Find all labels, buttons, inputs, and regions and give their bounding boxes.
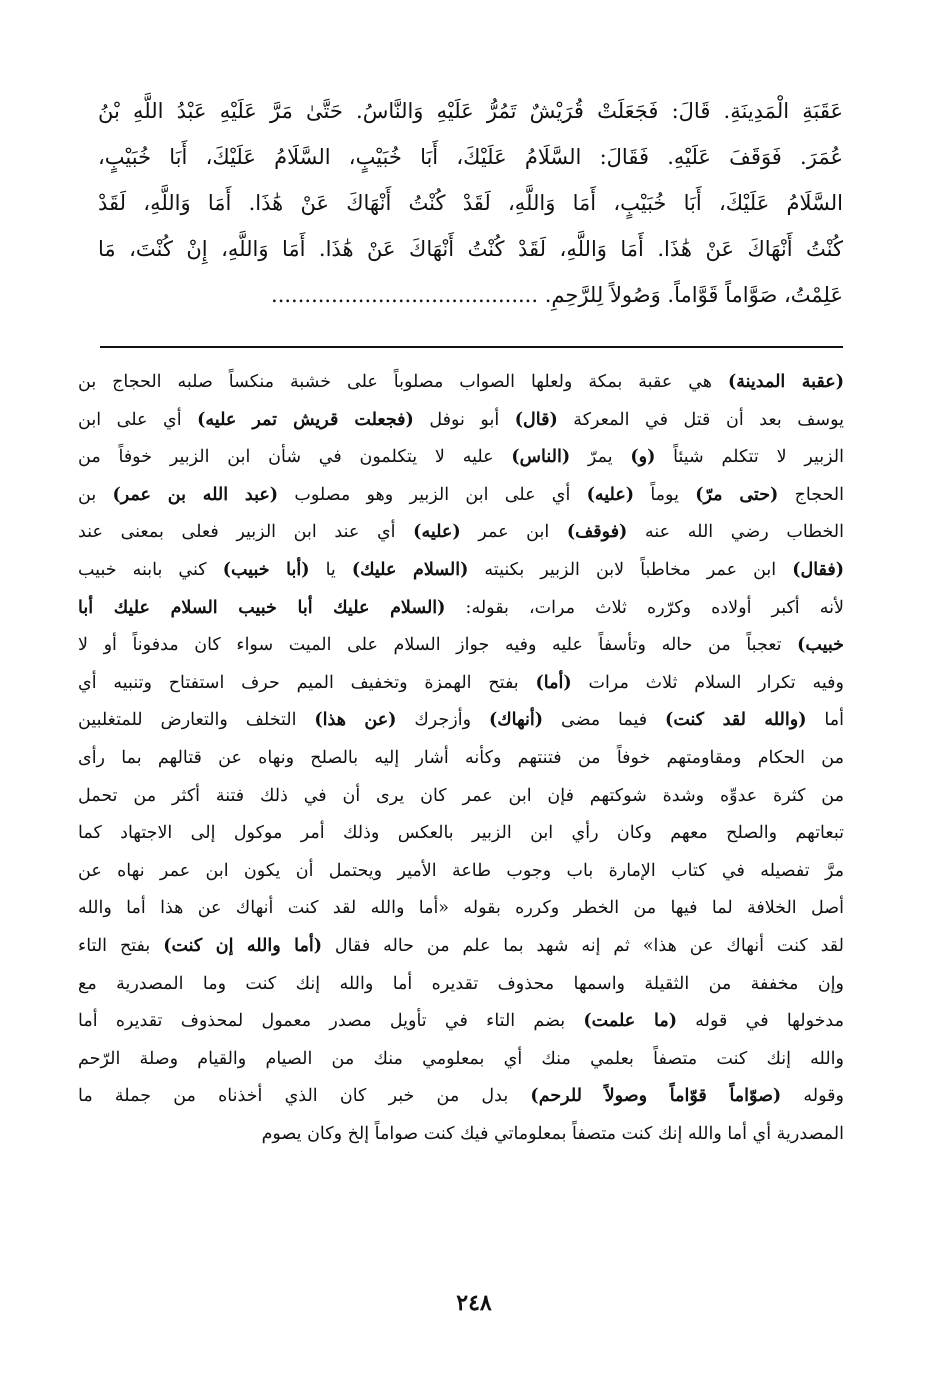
commentary-segment: بدل من خبر كان الذي أخذناه من جملة ما [78,1086,531,1107]
commentary-segment: من الحكام ومقاومتهم خوفاً من فتنتهم وكأنه أشار إليه بالصلح ونهاه عن قتالهم بما رأى [78,747,844,768]
commentary-segment: يوسف بعد أن قتل في المعركة [557,409,844,430]
commentary-segment: التخلف والتعارض للمتغلبين [78,710,315,731]
commentary-segment: يمرّ [570,447,631,468]
commentary-line [78,1041,844,1079]
hadith-line: عَلِمْتُ، صَوَّاماً قَوَّاماً. وَصُولاً لِلرَّحِمِ. ........................................ [271,283,843,307]
commentary-line [78,1078,844,1116]
quoted-term: (السلام عليك أبا خبيب السلام عليك أبا [78,597,446,618]
commentary-segment: بن [78,484,113,505]
commentary-segment: أصل الخلافة لما فيها من الخطر وكرره بقوله «أما والله لقد كنت أنهاك عن هذا أما والله [78,898,844,919]
commentary-segment: أي عند ابن الزبير فعلى بمعنى عند [78,522,414,543]
quoted-term: (عليه) [413,522,461,543]
commentary-segment: تبعاتهم والصلح معهم وكان رأي ابن الزبير بالعكس وذلك أمر موكول إلى الاجتهاد كما [78,823,844,844]
quoted-term: (و) [630,447,656,468]
quoted-term: (أبا خبيب) [222,559,310,580]
quoted-term: (عن هذا) [314,710,397,731]
commentary-segment: المصدرية أي أما والله إنك كنت متصفاً بمعلوماتي فيك كنت صواماً إلخ وكان يصوم [261,1123,844,1144]
commentary-segment: عليه لا يتكلمون في شأن ابن الزبير خوفاً من [78,447,512,468]
quoted-term: (عقبة المدينة) [727,372,844,392]
quoted-term: (أما والله إن كنت) [163,935,322,956]
commentary-segment: الحجاج [778,484,844,505]
commentary-line [78,514,844,552]
commentary-segment: ابن عمر [460,522,567,543]
commentary-segment: وفيه تكرار السلام ثلاث مرات [571,672,844,693]
commentary-line [78,966,844,1004]
commentary-line [78,890,844,928]
commentary-segment: بضم التاء في تأويل مصدر معمول لمحذوف تقديره أما [78,1011,584,1032]
commentary-segment: فيما مضى [543,710,666,731]
hadith-line: السَّلَامُ عَلَيْكَ، أَبَا خُبَيْبٍ، أَمَا وَاللَّهِ، لَقَدْ كُنْتُ أَنْهَاكَ عَنْ هَٰذَا. أَمَا وَاللَّهِ، لَقَدْ [98,191,843,215]
commentary-segment: والله إنك كنت متصفاً بعلمي منك أي بمعلومي منك من الصيام والقيام وصلة الرّحم [78,1048,844,1069]
quoted-term: (فجعلت قريش تمر عليه) [197,409,414,430]
commentary-line [78,665,844,703]
section-divider [100,346,843,348]
commentary-segment: لقد كنت أنهاك عن هذا» ثم إنه شهد بما علم من حاله فقال [322,935,844,956]
quoted-term: (السلام عليك) [351,559,469,580]
commentary-segment: من كثرة عدوِّه وشدة شوكتهم فإن ابن عمر كان يرى أن في ذلك فتنة أكثر من تحمل [78,785,844,806]
quoted-term: (فوقف) [566,522,628,543]
hadith-line: عَقَبَةِ الْمَدِينَةِ. قَالَ: فَجَعَلَتْ قُرَيْشٌ تَمُرُّ عَلَيْهِ وَالنَّاسُ. حَتَّىٰ مَرَّ عَلَيْهِ عَبْدُ اللَّهِ بْنُ [98,99,843,123]
commentary-segment: تعجباً من حاله وتأسفاً عليه وفيه جواز السلام على الميت سواء كان مدفوناً أو لا [78,635,798,656]
hadith-text [98,88,843,318]
commentary-line [78,439,844,477]
commentary-segment: بفتح التاء [78,935,164,956]
quoted-term: (عليه) [586,484,635,505]
quoted-term: (الناس) [511,447,571,468]
commentary-segment: يوماً [634,484,696,505]
quoted-term: (عبد الله بن عمر) [112,484,279,505]
commentary-segment: كني بابنه خبيب [78,559,223,580]
commentary-line [78,702,844,740]
commentary-segment: مدخولها في قوله [676,1011,844,1032]
commentary-segment: مرَّ تفصيله في كتاب الإمارة باب وجوب طاعة الأمير ويحتمل أن يكون ابن عمر نهاه عن [78,860,844,881]
commentary-line [78,477,844,515]
commentary-segment: أبو نوفل [413,409,515,430]
commentary-segment: يا [309,559,352,580]
commentary-line [78,778,844,816]
quoted-term: خبيب) [797,635,844,656]
commentary-segment: أي على ابن الزبير وهو مصلوب [278,484,587,505]
commentary-line [78,740,844,778]
quoted-term: (والله لقد كنت) [665,710,807,731]
commentary-line [78,853,844,891]
commentary-line [78,815,844,853]
commentary-segment: الخطاب رضي الله عنه [627,522,844,543]
commentary-text [78,364,844,1153]
quoted-term: (صوّاماً قوّاماً وصولاً للرحم) [530,1086,782,1107]
commentary-line [78,1116,844,1154]
hadith-line: كُنْتُ أَنْهَاكَ عَنْ هَٰذَا. أَمَا وَاللَّهِ، لَقَدْ كُنْتُ أَنْهَاكَ عَنْ هَٰذَا. أَمَا وَاللَّهِ، إِنْ كُنْتَ، مَا [98,237,843,261]
commentary-line [78,402,844,440]
commentary-segment: وقوله [781,1086,844,1107]
page-number: ٢٤٨ [456,1290,492,1316]
quoted-term: (قال) [514,409,558,430]
commentary-segment: بفتح الهمزة وتخفيف الميم حرف استفتاح وتنبيه أي [78,672,536,693]
commentary-line [78,1003,844,1041]
quoted-term: (أما) [535,672,572,693]
quoted-term: (أنهاك) [488,710,544,731]
quoted-term: (ما علمت) [583,1011,677,1032]
commentary-segment: وأزجرك [396,710,489,731]
commentary-segment: هي عقبة بمكة ولعلها الصواب مصلوباً على خشبة منكساً صلبه الحجاج بن [78,372,728,392]
commentary-line [78,364,844,402]
commentary-line [78,590,844,628]
commentary-segment: ابن عمر مخاطباً لابن الزبير بكنيته [468,559,793,580]
hadith-line: عُمَرَ. فَوَقَفَ عَلَيْهِ. فَقَالَ: السَّلَامُ عَلَيْكَ، أَبَا خُبَيْبٍ، السَّلَامُ عَلَيْكَ، أَبَا خُبَيْبٍ، [98,145,843,169]
commentary-line [78,552,844,590]
quoted-term: (حتى مرّ) [695,484,779,505]
commentary-segment: وإن مخففة من الثقيلة واسمها محذوف تقديره أما والله إنك كنت وما المصدرية مع [78,973,844,994]
commentary-line [78,928,844,966]
commentary-segment: لأنه أكبر أولاده وكرّره ثلاث مرات، بقوله: [445,597,844,618]
quoted-term: (فقال) [792,559,844,580]
commentary-segment: الزبير لا تتكلم شيئاً [655,447,844,468]
commentary-segment: أي على ابن [78,409,198,430]
commentary-segment: أما [806,710,844,731]
commentary-line [78,627,844,665]
